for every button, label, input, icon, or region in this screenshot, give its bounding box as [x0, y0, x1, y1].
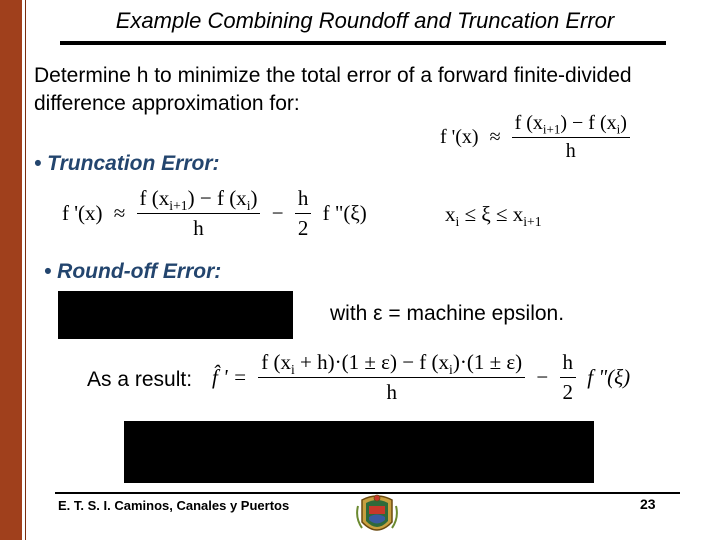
machine-epsilon-note: with ε = machine epsilon.	[330, 302, 565, 325]
slide-title: Example Combining Roundoff and Truncation Error	[115, 8, 615, 33]
second-derivative-term: f "(ξ)	[587, 365, 631, 389]
formula-lhs: f̂ ' =	[212, 365, 247, 389]
fraction	[258, 350, 525, 405]
range-relation: ≤ ξ ≤	[464, 202, 508, 226]
formula-truncation	[62, 186, 367, 241]
second-derivative-term: f "(ξ)	[322, 201, 367, 225]
subscript: i+1	[169, 197, 188, 213]
fraction-numerator	[137, 186, 261, 213]
fraction-denominator: h	[137, 213, 261, 241]
fraction-h-over-2	[560, 350, 577, 405]
redacted-formula-roundoff	[58, 291, 293, 339]
formula-lhs: f '(x)	[440, 126, 479, 148]
as-result-label: As a result:	[87, 368, 193, 391]
subscript: i	[291, 361, 295, 377]
num-part: ) − f (x	[560, 112, 617, 134]
subscript: i	[246, 197, 251, 213]
num-part: )	[620, 112, 627, 134]
fraction-denominator: h	[512, 137, 630, 163]
subscript: i	[455, 213, 460, 229]
fraction-numerator	[258, 350, 525, 377]
range-var: x	[512, 202, 524, 226]
fraction-numerator: h	[562, 350, 574, 374]
num-part: + h)·(1 ± ε) − f (x	[300, 350, 450, 374]
num-part: f (x	[139, 186, 170, 210]
page-number: 23	[640, 496, 656, 512]
subscript: i+1	[523, 213, 542, 229]
formula-forward-difference	[440, 112, 630, 163]
fraction	[512, 112, 630, 163]
num-part: f (x	[261, 350, 291, 374]
fraction	[137, 186, 261, 241]
approx-symbol: ≈	[113, 201, 126, 225]
fraction-numerator	[512, 112, 630, 137]
num-part: ) − f (x	[187, 186, 247, 210]
footer-institution: E. T. S. I. Caminos, Canales y Puertos	[58, 498, 290, 513]
side-bar-divider-dark	[25, 0, 26, 540]
fraction-numerator: h	[297, 186, 309, 210]
num-part: )·(1 ± ε)	[452, 350, 523, 374]
subscript: i	[616, 121, 621, 137]
formula-result	[212, 350, 630, 405]
formula-xi-range	[445, 202, 542, 227]
intro-text: Determine h to minimize the total error of a forward finite-divided difference approximation for:	[34, 64, 632, 115]
fraction-denominator: 2	[560, 377, 577, 405]
formula-lhs: f '(x)	[62, 201, 103, 225]
range-var: x	[445, 202, 456, 226]
redacted-formula-total-error	[124, 421, 594, 483]
school-crest-icon	[352, 492, 402, 540]
side-bar	[0, 0, 22, 540]
fraction-denominator: h	[258, 377, 525, 405]
num-part: f (x	[514, 112, 543, 134]
subscript: i	[449, 361, 453, 377]
title-underline	[60, 41, 666, 45]
subscript: i+1	[542, 121, 561, 137]
fraction-h-over-2	[295, 186, 312, 241]
approx-symbol: ≈	[489, 126, 501, 148]
bullet-truncation-error: • Truncation Error:	[34, 152, 220, 175]
bullet-roundoff-error: • Round-off Error:	[44, 260, 222, 283]
fraction-denominator: 2	[295, 213, 312, 241]
minus-symbol: −	[536, 365, 549, 389]
minus-symbol: −	[271, 201, 284, 225]
num-part: )	[250, 186, 258, 210]
